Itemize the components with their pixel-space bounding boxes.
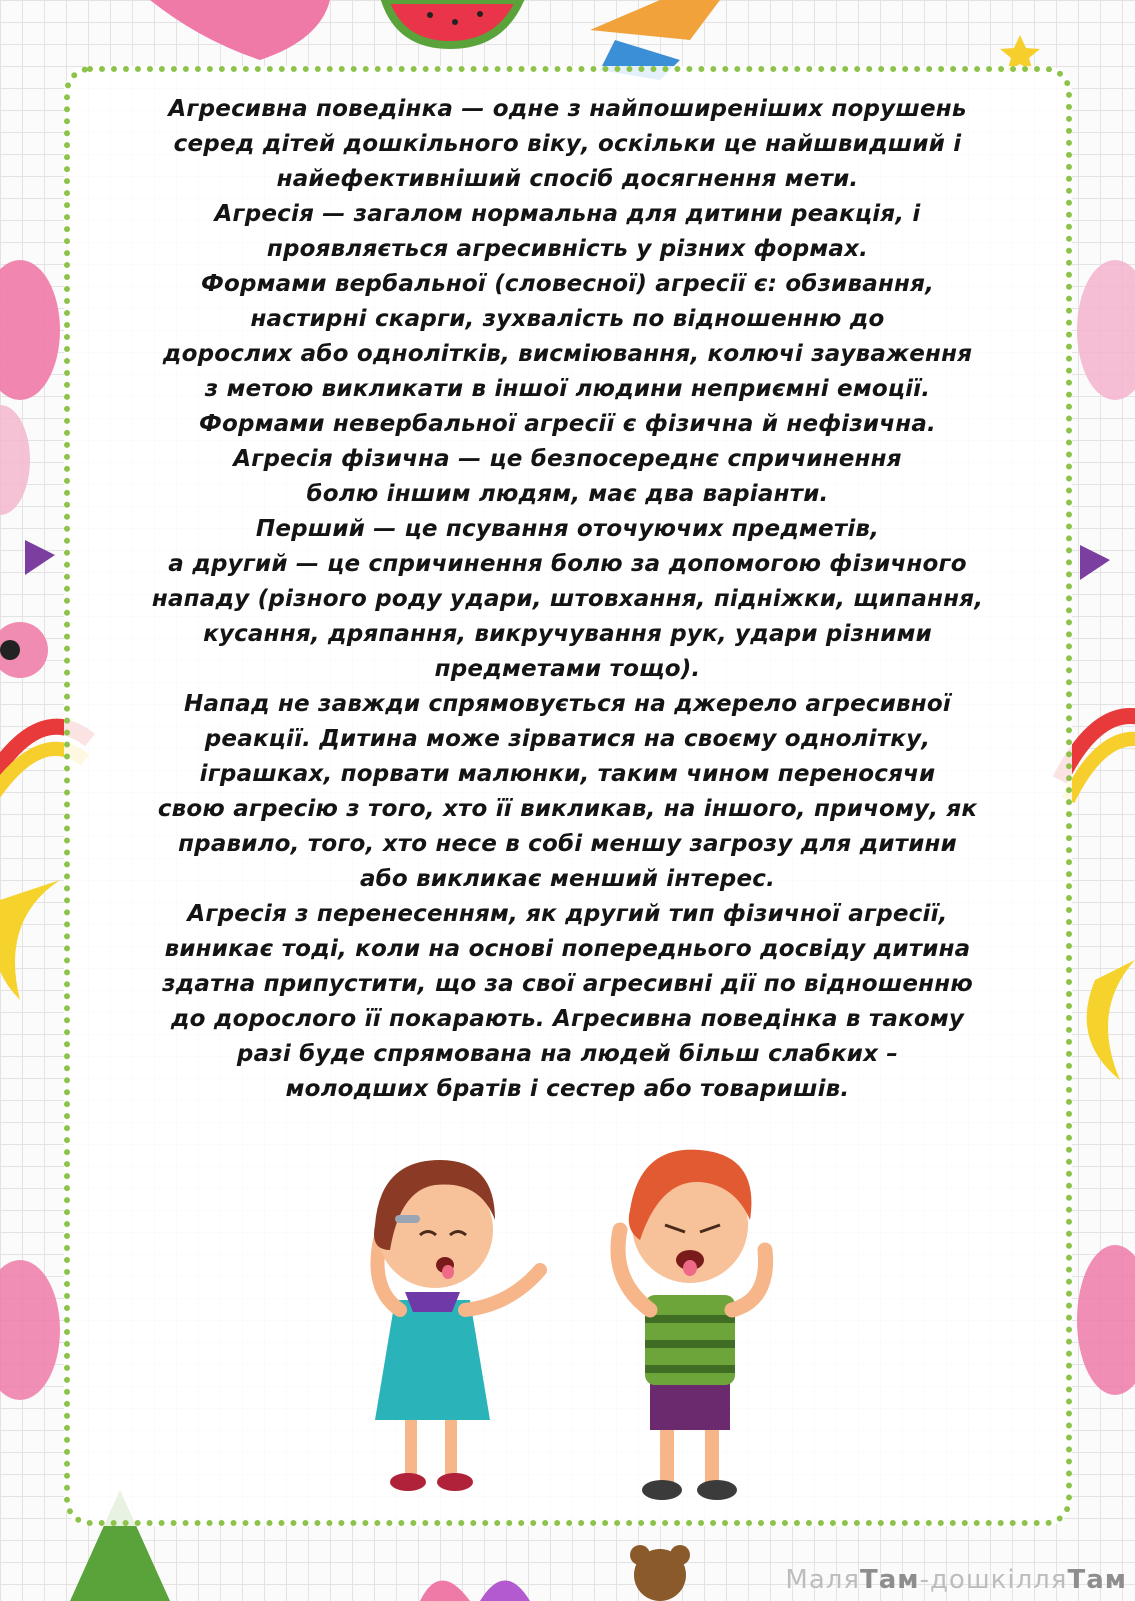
text-line: Агресія фізична — це безпосереднє спричинення [233,446,902,472]
text-line: а другий — це спричинення болю за допомогою фізичного [168,551,967,577]
text-line: предметами тощо). [434,656,701,682]
text-line: нападу (різного роду удари, штовхання, підніжки, щипання, [151,586,984,612]
text-line: Формами невербальної агресії є фізична й нефізична. [199,411,936,437]
watermark [785,1565,1127,1595]
text-line: болю іншим людям, має два варіанти. [306,481,829,507]
boy-illustration [618,1150,766,1500]
text-line: реакції. Дитина може зірватися на своєму однолітку, [204,726,931,752]
text-line: настирні скарги, зухвалість по відношенню до [250,306,885,332]
watermark-part: Маля [785,1565,861,1595]
article-text [80,92,1055,1107]
right-balloon-doodle [1077,260,1135,400]
text-line: до дорослого її покарають. Агресивна поведінка в такому [170,1006,965,1032]
text-line: Агресія — загалом нормальна для дитини реакція, і [214,201,921,227]
pink-balloon-doodle [0,260,60,400]
text-line: Напад не завжди спрямовується на джерело агресивної [184,691,951,717]
girl-illustration [374,1160,540,1491]
text-line: Агресія з перенесенням, як другий тип фізичної агресії, [187,901,948,927]
text-line: Агресивна поведінка — одне з найпоширеніших порушень [168,96,967,122]
watermark-part: Там [1067,1565,1127,1595]
text-line: серед дітей дошкільного віку, оскільки це найшвидший і [173,131,962,157]
watermark-part: кілля [990,1565,1068,1595]
text-line: свою агресію з того, хто її викликав, на іншого, причому, як [157,796,978,822]
text-line: правило, того, хто несе в собі меншу загрозу для дитини [178,831,957,857]
pink-heart-doodle [150,0,330,60]
text-line: Перший — це псування оточуючих предметів, [255,516,880,542]
text-line: з метою викликати в іншої людини неприємні емоції. [204,376,931,402]
watermark-part: -дош [919,1565,991,1595]
text-line: дорослих або однолітків, висміювання, колючі зауваження [162,341,973,367]
orange-figure-doodle [590,0,720,40]
right-moon-doodle [1087,960,1135,1080]
children-illustration [340,1130,820,1520]
text-line: виникає тоді, коли на основі попереднього досвіду дитина [164,936,971,962]
text-line: іграшках, порвати малюнки, таким чином переносячи [199,761,936,787]
text-line: проявляється агресивність у різних формах. [266,236,869,262]
text-line: кусання, дряпання, викручування рук, удари різними [203,621,932,647]
watermark-part: Там [860,1565,920,1595]
right-candy-doodle [1080,545,1110,580]
text-line: здатна припустити, що за свої агресивні дії по відношенню [162,971,973,997]
text-line: разі буде спрямована на людей більш слабких – [236,1041,899,1067]
candy-doodle [25,540,55,575]
text-line: молодших братів і сестер або товаришів. [285,1076,850,1102]
text-line: Формами вербальної (словесної) агресії є: обзивання, [200,271,935,297]
moon-doodle [0,880,60,1000]
text-line: найефективніший спосіб досягнення мети. [276,166,859,192]
text-line: або викликає менший інтерес. [359,866,776,892]
